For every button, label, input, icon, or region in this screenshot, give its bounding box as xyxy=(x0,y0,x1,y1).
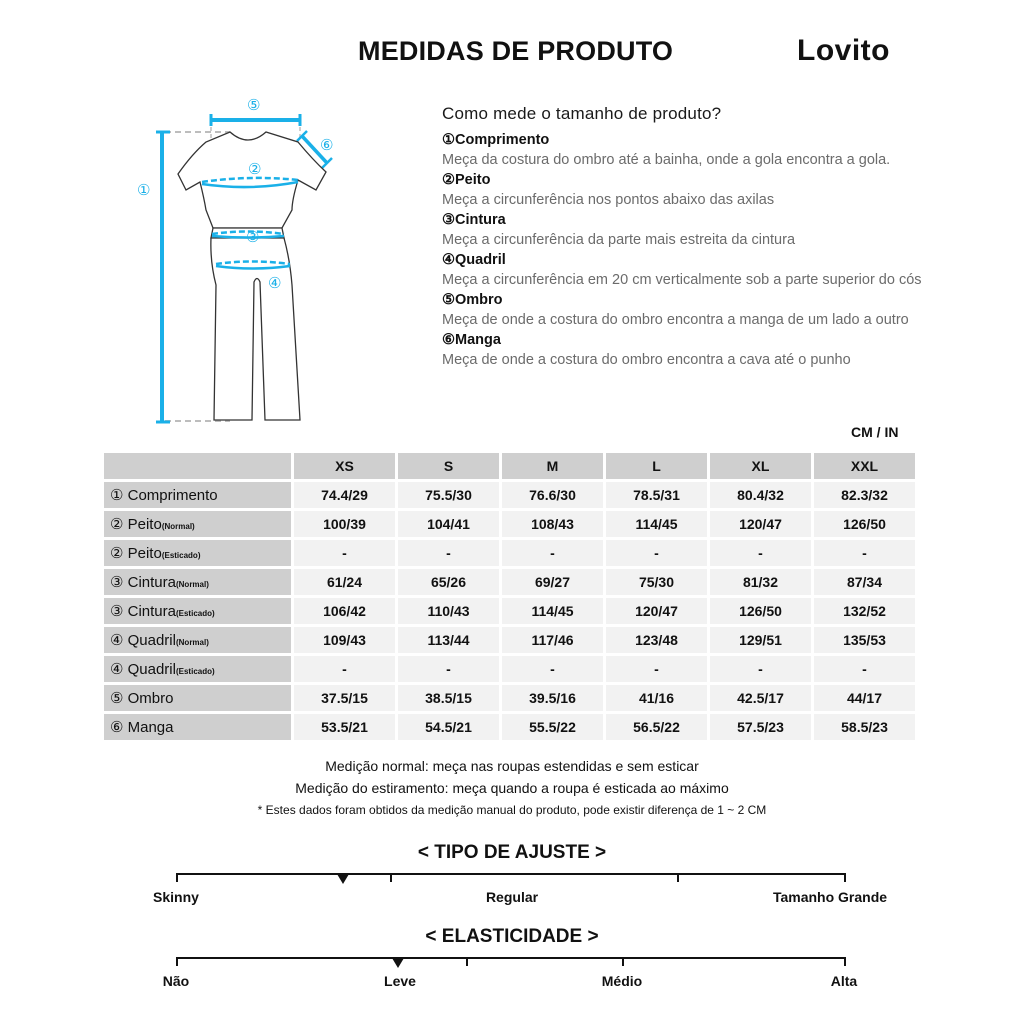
row-label-text: ⑤ Ombro xyxy=(110,690,174,707)
column-header: L xyxy=(606,453,707,479)
size-value-cell: 87/34 xyxy=(814,569,915,595)
column-header: XXL xyxy=(814,453,915,479)
row-label xyxy=(104,627,291,653)
measure-item-title: ⑤Ombro xyxy=(442,292,503,308)
row-label xyxy=(104,685,291,711)
size-value-cell: - xyxy=(710,656,811,682)
row-label-text: ③ Cintura xyxy=(110,574,176,591)
row-label-qualifier: (Normal) xyxy=(175,580,209,589)
row-label-text: ② Peito xyxy=(110,545,162,562)
elasticity-scale-tick xyxy=(844,957,846,966)
stretch-measurement-note: Medição do estiramento: meça quando a roupa é esticada ao máximo xyxy=(295,780,729,796)
fit-scale-tick xyxy=(677,873,679,882)
measure-item-sleeve xyxy=(442,330,922,370)
table-row xyxy=(104,627,915,653)
units-label: CM / IN xyxy=(851,424,899,440)
size-value-cell: 74.4/29 xyxy=(294,482,395,508)
fit-label-regular: Regular xyxy=(485,889,539,905)
svg-text:②: ② xyxy=(248,160,262,178)
size-value-cell: 78.5/31 xyxy=(606,482,707,508)
elasticity-scale-line xyxy=(176,957,846,959)
svg-text:④: ④ xyxy=(268,274,282,292)
size-value-cell: 42.5/17 xyxy=(710,685,811,711)
table-row xyxy=(104,482,915,508)
size-value-cell: 117/46 xyxy=(502,627,603,653)
size-value-cell: 56.5/22 xyxy=(606,714,707,740)
row-label xyxy=(104,714,291,740)
measurement-notes xyxy=(0,755,1024,817)
size-value-cell: 82.3/32 xyxy=(814,482,915,508)
size-value-cell: 126/50 xyxy=(814,511,915,537)
size-value-cell: 75/30 xyxy=(606,569,707,595)
measure-item-hip xyxy=(442,250,922,290)
how-to-measure-section xyxy=(442,104,922,370)
fit-selected-marker-icon xyxy=(337,874,349,884)
row-label-text: ① Comprimento xyxy=(110,487,218,504)
size-value-cell: 113/44 xyxy=(398,627,499,653)
column-header: XL xyxy=(710,453,811,479)
size-value-cell: 38.5/15 xyxy=(398,685,499,711)
size-value-cell: 44/17 xyxy=(814,685,915,711)
table-row xyxy=(104,685,915,711)
size-value-cell: 114/45 xyxy=(502,598,603,624)
measure-item-desc: Meça de onde a costura do ombro encontra a manga de um lado a outro xyxy=(442,312,909,328)
brand-logo: Lovito xyxy=(797,34,890,67)
size-value-cell: 58.5/23 xyxy=(814,714,915,740)
size-value-cell: - xyxy=(606,656,707,682)
table-header-row xyxy=(104,453,915,479)
elasticity-label-none: Não xyxy=(162,973,190,989)
normal-measurement-note: Medição normal: meça nas roupas estendidas e sem esticar xyxy=(325,758,699,774)
measure-item-desc: Meça da costura do ombro até a bainha, onde a gola encontra a gola. xyxy=(442,152,891,168)
size-value-cell: 123/48 xyxy=(606,627,707,653)
size-table xyxy=(101,450,918,743)
fit-scale-tick xyxy=(844,873,846,882)
row-label-qualifier: (Esticado) xyxy=(175,609,215,618)
size-value-cell: - xyxy=(398,656,499,682)
size-value-cell: 126/50 xyxy=(710,598,811,624)
elasticity-scale-tick xyxy=(466,957,468,966)
elasticity-selected-marker-icon xyxy=(392,958,404,968)
size-value-cell: - xyxy=(502,656,603,682)
table-corner-cell xyxy=(104,453,291,479)
size-value-cell: 69/27 xyxy=(502,569,603,595)
size-value-cell: - xyxy=(814,540,915,566)
size-value-cell: 129/51 xyxy=(710,627,811,653)
column-header: M xyxy=(502,453,603,479)
how-to-measure-title: Como mede o tamanho de produto? xyxy=(442,104,722,123)
size-value-cell: 41/16 xyxy=(606,685,707,711)
page-title: MEDIDAS DE PRODUTO xyxy=(358,36,674,66)
fit-type-title: < TIPO DE AJUSTE > xyxy=(417,842,607,863)
fit-scale-tick xyxy=(176,873,178,882)
measure-item-desc: Meça a circunferência nos pontos abaixo das axilas xyxy=(442,192,775,208)
size-value-cell: 37.5/15 xyxy=(294,685,395,711)
size-value-cell: 100/39 xyxy=(294,511,395,537)
table-row xyxy=(104,569,915,595)
row-label-text: ② Peito xyxy=(110,516,162,533)
row-label xyxy=(104,540,291,566)
measure-item-title: ④Quadril xyxy=(442,252,506,268)
size-value-cell: - xyxy=(710,540,811,566)
size-value-cell: 54.5/21 xyxy=(398,714,499,740)
size-value-cell: 75.5/30 xyxy=(398,482,499,508)
elasticity-label-high: Alta xyxy=(830,973,858,989)
column-header: XS xyxy=(294,453,395,479)
row-label xyxy=(104,482,291,508)
measure-item-chest xyxy=(442,170,922,210)
measure-item-desc: Meça a circunferência da parte mais estreita da cintura xyxy=(442,232,796,248)
size-value-cell: - xyxy=(294,540,395,566)
elasticity-scale-tick xyxy=(622,957,624,966)
size-value-cell: 65/26 xyxy=(398,569,499,595)
svg-text:⑥: ⑥ xyxy=(320,136,334,154)
measure-item-title: ①Comprimento xyxy=(442,132,550,148)
size-value-cell: 57.5/23 xyxy=(710,714,811,740)
row-label xyxy=(104,656,291,682)
row-label-qualifier: (Normal) xyxy=(161,522,195,531)
size-value-cell: 120/47 xyxy=(710,511,811,537)
row-label xyxy=(104,511,291,537)
size-value-cell: 53.5/21 xyxy=(294,714,395,740)
svg-text:⑤: ⑤ xyxy=(247,96,261,114)
measure-item-desc: Meça de onde a costura do ombro encontra a cava até o punho xyxy=(442,352,851,368)
table-row xyxy=(104,511,915,537)
table-row xyxy=(104,656,915,682)
garment-measurement-diagram xyxy=(120,90,340,430)
elasticity-scale-tick xyxy=(176,957,178,966)
size-value-cell: 39.5/16 xyxy=(502,685,603,711)
size-value-cell: 132/52 xyxy=(814,598,915,624)
size-value-cell: 109/43 xyxy=(294,627,395,653)
measure-item-shoulder xyxy=(442,290,922,330)
elasticity-title: < ELASTICIDADE > xyxy=(425,926,599,947)
size-value-cell: - xyxy=(814,656,915,682)
fit-label-large: Tamanho Grande xyxy=(772,889,888,905)
disclaimer-note: * Estes dados foram obtidos da medição manual do produto, pode existir diferença de 1 ~ 2 CM xyxy=(257,803,767,817)
size-value-cell: - xyxy=(294,656,395,682)
row-label-qualifier: (Esticado) xyxy=(161,551,201,560)
fit-label-skinny: Skinny xyxy=(153,889,199,905)
size-value-cell: 80.4/32 xyxy=(710,482,811,508)
size-value-cell: 76.6/30 xyxy=(502,482,603,508)
size-value-cell: - xyxy=(502,540,603,566)
size-value-cell: 135/53 xyxy=(814,627,915,653)
size-value-cell: 81/32 xyxy=(710,569,811,595)
row-label-text: ④ Quadril xyxy=(110,661,176,678)
size-value-cell: - xyxy=(398,540,499,566)
size-value-cell: 120/47 xyxy=(606,598,707,624)
elasticity-label-medium: Médio xyxy=(601,973,643,989)
fit-scale-tick xyxy=(390,873,392,882)
size-value-cell: 114/45 xyxy=(606,511,707,537)
size-value-cell: - xyxy=(606,540,707,566)
fit-scale-line xyxy=(176,873,846,875)
measure-item-waist xyxy=(442,210,922,250)
size-value-cell: 106/42 xyxy=(294,598,395,624)
svg-text:③: ③ xyxy=(246,228,260,246)
size-value-cell: 110/43 xyxy=(398,598,499,624)
row-label-qualifier: (Normal) xyxy=(175,638,209,647)
row-label-qualifier: (Esticado) xyxy=(175,667,215,676)
table-row xyxy=(104,598,915,624)
size-value-cell: 61/24 xyxy=(294,569,395,595)
measure-item-desc: Meça a circunferência em 20 cm verticalmente sob a parte superior do cós xyxy=(442,272,922,288)
measure-item-title: ⑥Manga xyxy=(442,332,501,348)
row-label xyxy=(104,569,291,595)
column-header: S xyxy=(398,453,499,479)
measure-item-length xyxy=(442,130,922,170)
svg-text:①: ① xyxy=(137,181,151,199)
measure-item-title: ②Peito xyxy=(442,172,491,188)
row-label-text: ⑥ Manga xyxy=(110,719,174,736)
size-value-cell: 108/43 xyxy=(502,511,603,537)
table-row xyxy=(104,714,915,740)
elasticity-label-light: Leve xyxy=(384,973,416,989)
size-value-cell: 104/41 xyxy=(398,511,499,537)
measure-item-title: ③Cintura xyxy=(442,212,506,228)
table-row xyxy=(104,540,915,566)
row-label xyxy=(104,598,291,624)
size-value-cell: 55.5/22 xyxy=(502,714,603,740)
row-label-text: ③ Cintura xyxy=(110,603,176,620)
row-label-text: ④ Quadril xyxy=(110,632,176,649)
